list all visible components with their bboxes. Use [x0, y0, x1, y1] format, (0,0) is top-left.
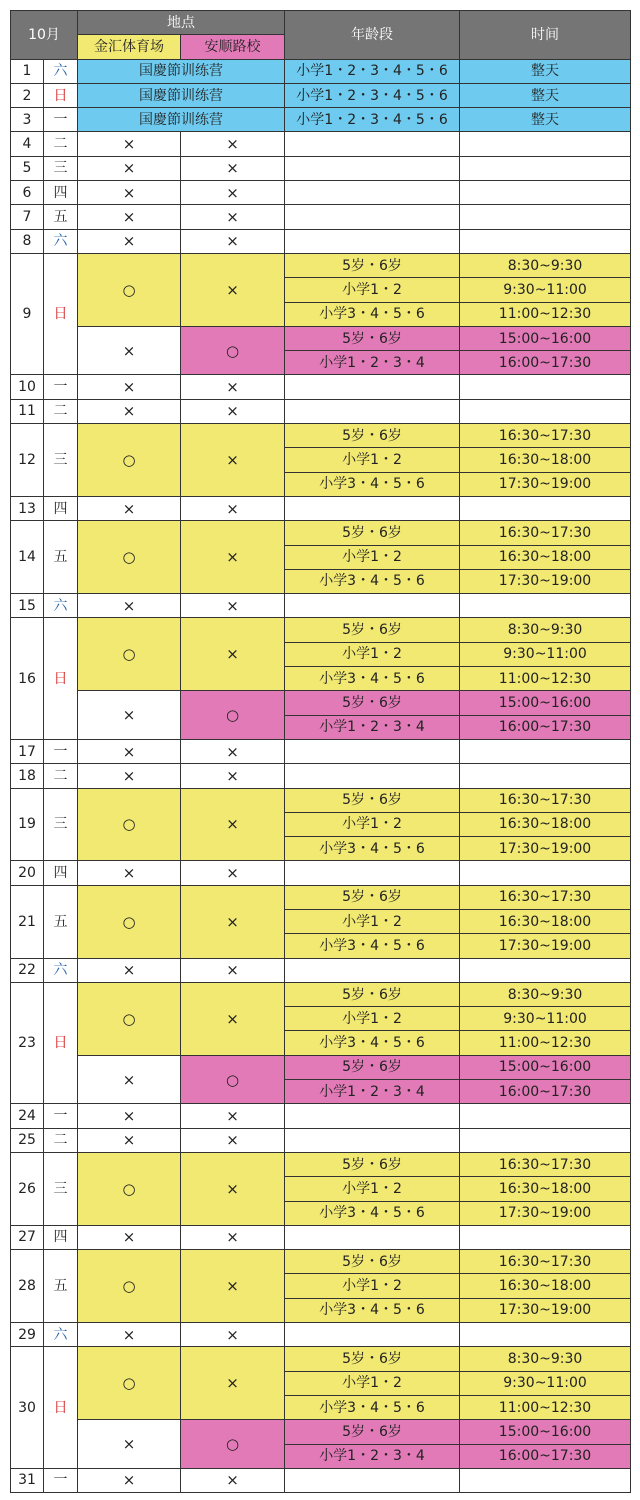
venue-b-status: ×	[181, 375, 285, 399]
day-number: 10	[11, 375, 44, 399]
table-row	[11, 181, 631, 205]
day-number: 4	[11, 132, 44, 156]
venue-b-status: ×	[181, 205, 285, 229]
time-cell	[460, 375, 631, 399]
venue-a-status: ○	[78, 424, 181, 497]
table-row	[11, 982, 631, 1006]
day-number: 19	[11, 788, 44, 861]
age-cell	[285, 132, 460, 156]
time-cell: 11:00~12:30	[460, 1395, 631, 1419]
time-cell: 整天	[460, 59, 631, 83]
time-cell: 16:30~17:30	[460, 788, 631, 812]
age-cell: 小学3・4・5・6	[285, 667, 460, 691]
day-number: 27	[11, 1225, 44, 1249]
table-row	[11, 399, 631, 423]
time-cell: 17:30~19:00	[460, 1201, 631, 1225]
age-cell: 小学1・2	[285, 448, 460, 472]
time-cell	[460, 1225, 631, 1249]
day-number: 31	[11, 1468, 44, 1492]
age-cell	[285, 181, 460, 205]
age-cell: 小学1・2・3・4	[285, 715, 460, 739]
venue-a-status: ○	[78, 885, 181, 958]
venue-a-status: ×	[78, 764, 181, 788]
age-cell: 小学1・2	[285, 909, 460, 933]
venue-b-status: ×	[181, 181, 285, 205]
venue-b-status: ×	[181, 132, 285, 156]
venue-a-status: ×	[78, 229, 181, 253]
age-cell: 5岁・6岁	[285, 424, 460, 448]
age-cell: 5岁・6岁	[285, 1055, 460, 1079]
age-cell: 5岁・6岁	[285, 691, 460, 715]
venue-a-status: ×	[78, 496, 181, 520]
venue-b-status: ×	[181, 1225, 285, 1249]
age-cell: 5岁・6岁	[285, 521, 460, 545]
time-cell: 15:00~16:00	[460, 326, 631, 350]
time-cell: 16:30~18:00	[460, 1177, 631, 1201]
weekday: 四	[44, 181, 78, 205]
venue-a-status: ×	[78, 861, 181, 885]
table-row	[11, 521, 631, 545]
weekday: 三	[44, 788, 78, 861]
age-cell: 小学3・4・5・6	[285, 1031, 460, 1055]
age-cell: 5岁・6岁	[285, 326, 460, 350]
table-row	[11, 156, 631, 180]
time-cell	[460, 1104, 631, 1128]
schedule-body	[11, 59, 631, 1493]
day-number: 30	[11, 1347, 44, 1468]
age-cell	[285, 861, 460, 885]
weekday: 五	[44, 885, 78, 958]
weekday: 六	[44, 594, 78, 618]
weekday: 二	[44, 132, 78, 156]
table-row	[11, 1128, 631, 1152]
venue-b-status: ×	[181, 739, 285, 763]
time-cell: 17:30~19:00	[460, 934, 631, 958]
time-cell: 16:30~18:00	[460, 909, 631, 933]
age-cell: 小学1・2・3・4	[285, 351, 460, 375]
weekday: 五	[44, 205, 78, 229]
age-cell: 小学1・2・3・4・5・6	[285, 108, 460, 132]
day-number: 20	[11, 861, 44, 885]
venue-b-header: 安顺路校	[181, 35, 285, 59]
weekday: 六	[44, 1323, 78, 1347]
venue-b-status: ×	[181, 594, 285, 618]
age-cell	[285, 375, 460, 399]
venue-b-status: ○	[181, 691, 285, 740]
age-cell	[285, 496, 460, 520]
age-header: 年龄段	[285, 11, 460, 60]
age-cell: 小学1・2・3・4・5・6	[285, 83, 460, 107]
weekday: 一	[44, 108, 78, 132]
time-cell: 9:30~11:00	[460, 642, 631, 666]
age-cell: 小学3・4・5・6	[285, 302, 460, 326]
day-number: 12	[11, 424, 44, 497]
venue-b-status: ×	[181, 1250, 285, 1323]
time-cell	[460, 399, 631, 423]
day-number: 11	[11, 399, 44, 423]
time-cell	[460, 205, 631, 229]
time-cell: 9:30~11:00	[460, 278, 631, 302]
time-cell: 8:30~9:30	[460, 618, 631, 642]
time-cell: 整天	[460, 108, 631, 132]
age-cell: 5岁・6岁	[285, 1250, 460, 1274]
age-cell: 5岁・6岁	[285, 253, 460, 277]
time-cell: 11:00~12:30	[460, 302, 631, 326]
day-number: 5	[11, 156, 44, 180]
camp-cell: 国慶節训练营	[78, 83, 285, 107]
age-cell: 5岁・6岁	[285, 1347, 460, 1371]
time-cell	[460, 156, 631, 180]
time-cell: 11:00~12:30	[460, 667, 631, 691]
venue-b-status: ×	[181, 496, 285, 520]
table-row	[11, 83, 631, 107]
time-cell	[460, 958, 631, 982]
time-cell: 整天	[460, 83, 631, 107]
header-row	[11, 11, 631, 35]
age-cell: 小学3・4・5・6	[285, 1201, 460, 1225]
age-cell: 5岁・6岁	[285, 788, 460, 812]
day-number: 1	[11, 59, 44, 83]
day-number: 17	[11, 739, 44, 763]
table-row	[11, 885, 631, 909]
time-cell: 17:30~19:00	[460, 837, 631, 861]
time-cell: 16:00~17:30	[460, 1080, 631, 1104]
table-row	[11, 958, 631, 982]
weekday: 一	[44, 739, 78, 763]
age-cell: 小学1・2	[285, 1177, 460, 1201]
venue-b-status: ×	[181, 229, 285, 253]
table-row	[11, 108, 631, 132]
day-number: 23	[11, 982, 44, 1103]
time-cell	[460, 181, 631, 205]
venue-a-status: ×	[78, 156, 181, 180]
age-cell	[285, 739, 460, 763]
table-row	[11, 1055, 631, 1079]
venue-b-status: ×	[181, 424, 285, 497]
table-row	[11, 1468, 631, 1492]
table-row	[11, 739, 631, 763]
venue-a-status: ○	[78, 618, 181, 691]
venue-a-header: 金汇体育场	[78, 35, 181, 59]
table-row	[11, 1347, 631, 1371]
venue-a-status: ○	[78, 1152, 181, 1225]
age-cell: 5岁・6岁	[285, 885, 460, 909]
weekday: 二	[44, 399, 78, 423]
time-cell: 16:00~17:30	[460, 1444, 631, 1468]
day-number: 24	[11, 1104, 44, 1128]
venue-b-status: ×	[181, 885, 285, 958]
table-row	[11, 424, 631, 448]
time-cell: 15:00~16:00	[460, 691, 631, 715]
table-row	[11, 594, 631, 618]
venue-a-status: ×	[78, 1323, 181, 1347]
venue-b-status: ×	[181, 1128, 285, 1152]
age-cell: 小学3・4・5・6	[285, 472, 460, 496]
day-number: 18	[11, 764, 44, 788]
venue-b-status: ×	[181, 1152, 285, 1225]
age-cell	[285, 1104, 460, 1128]
table-row	[11, 205, 631, 229]
camp-cell: 国慶節训练营	[78, 108, 285, 132]
time-cell: 16:30~18:00	[460, 448, 631, 472]
age-cell	[285, 1225, 460, 1249]
time-cell: 16:30~17:30	[460, 1152, 631, 1176]
venue-a-status: ×	[78, 958, 181, 982]
time-cell: 16:30~17:30	[460, 885, 631, 909]
location-header: 地点	[78, 11, 285, 35]
schedule-table	[10, 10, 631, 1493]
venue-a-status: ×	[78, 739, 181, 763]
weekday: 二	[44, 764, 78, 788]
venue-b-status: ×	[181, 618, 285, 691]
weekday: 三	[44, 156, 78, 180]
venue-a-status: ○	[78, 788, 181, 861]
venue-a-status: ×	[78, 375, 181, 399]
time-cell: 17:30~19:00	[460, 569, 631, 593]
age-cell: 小学1・2	[285, 812, 460, 836]
venue-b-status: ×	[181, 861, 285, 885]
venue-b-status: ×	[181, 1104, 285, 1128]
age-cell: 小学3・4・5・6	[285, 1298, 460, 1322]
table-row	[11, 1323, 631, 1347]
venue-b-status: ○	[181, 1055, 285, 1104]
venue-a-status: ○	[78, 982, 181, 1055]
table-row	[11, 1225, 631, 1249]
time-cell	[460, 132, 631, 156]
venue-a-status: ×	[78, 205, 181, 229]
age-cell	[285, 1128, 460, 1152]
venue-a-status: ×	[78, 1468, 181, 1492]
venue-b-status: ○	[181, 326, 285, 375]
age-cell	[285, 764, 460, 788]
table-row	[11, 691, 631, 715]
weekday: 四	[44, 496, 78, 520]
table-row	[11, 1152, 631, 1176]
time-cell: 15:00~16:00	[460, 1055, 631, 1079]
weekday: 三	[44, 1152, 78, 1225]
venue-a-status: ×	[78, 1225, 181, 1249]
schedule-header	[11, 11, 631, 60]
time-cell: 16:30~17:30	[460, 521, 631, 545]
weekday: 日	[44, 1347, 78, 1468]
age-cell: 小学3・4・5・6	[285, 569, 460, 593]
age-cell: 小学1・2	[285, 1371, 460, 1395]
age-cell: 小学1・2	[285, 642, 460, 666]
time-header: 时间	[460, 11, 631, 60]
time-cell: 9:30~11:00	[460, 1007, 631, 1031]
age-cell: 小学3・4・5・6	[285, 934, 460, 958]
time-cell	[460, 1128, 631, 1152]
time-cell: 16:00~17:30	[460, 351, 631, 375]
venue-b-status: ×	[181, 788, 285, 861]
age-cell	[285, 399, 460, 423]
venue-a-status: ×	[78, 181, 181, 205]
day-number: 25	[11, 1128, 44, 1152]
table-row	[11, 496, 631, 520]
weekday: 六	[44, 229, 78, 253]
venue-b-status: ×	[181, 982, 285, 1055]
age-cell: 小学1・2・3・4・5・6	[285, 59, 460, 83]
venue-b-status: ×	[181, 1347, 285, 1420]
time-cell	[460, 739, 631, 763]
venue-a-status: ×	[78, 1128, 181, 1152]
table-row	[11, 764, 631, 788]
time-cell: 17:30~19:00	[460, 1298, 631, 1322]
age-cell: 5岁・6岁	[285, 982, 460, 1006]
weekday: 日	[44, 253, 78, 374]
age-cell: 小学1・2・3・4	[285, 1444, 460, 1468]
day-number: 8	[11, 229, 44, 253]
weekday: 一	[44, 375, 78, 399]
table-row	[11, 132, 631, 156]
age-cell: 5岁・6岁	[285, 1420, 460, 1444]
venue-a-status: ○	[78, 1347, 181, 1420]
weekday: 日	[44, 618, 78, 739]
day-number: 28	[11, 1250, 44, 1323]
age-cell: 小学1・2	[285, 545, 460, 569]
age-cell	[285, 156, 460, 180]
day-number: 6	[11, 181, 44, 205]
weekday: 六	[44, 59, 78, 83]
table-row	[11, 229, 631, 253]
venue-a-status: ○	[78, 253, 181, 326]
venue-b-status: ×	[181, 1468, 285, 1492]
time-cell: 15:00~16:00	[460, 1420, 631, 1444]
age-cell	[285, 594, 460, 618]
venue-a-status: ×	[78, 1055, 181, 1104]
table-row	[11, 1104, 631, 1128]
day-number: 21	[11, 885, 44, 958]
venue-b-status: ○	[181, 1420, 285, 1469]
weekday: 日	[44, 83, 78, 107]
camp-cell: 国慶節训练营	[78, 59, 285, 83]
weekday: 日	[44, 982, 78, 1103]
age-cell: 小学1・2	[285, 1274, 460, 1298]
time-cell: 11:00~12:30	[460, 1031, 631, 1055]
month-header: 10月	[11, 11, 78, 60]
time-cell	[460, 229, 631, 253]
time-cell: 9:30~11:00	[460, 1371, 631, 1395]
age-cell	[285, 958, 460, 982]
age-cell: 5岁・6岁	[285, 618, 460, 642]
weekday: 一	[44, 1468, 78, 1492]
venue-b-status: ×	[181, 764, 285, 788]
time-cell: 16:30~18:00	[460, 545, 631, 569]
venue-b-status: ×	[181, 253, 285, 326]
table-row	[11, 375, 631, 399]
weekday: 五	[44, 521, 78, 594]
day-number: 13	[11, 496, 44, 520]
time-cell: 16:30~18:00	[460, 1274, 631, 1298]
time-cell: 8:30~9:30	[460, 982, 631, 1006]
age-cell	[285, 229, 460, 253]
weekday: 六	[44, 958, 78, 982]
day-number: 26	[11, 1152, 44, 1225]
venue-a-status: ×	[78, 132, 181, 156]
table-row	[11, 1420, 631, 1444]
age-cell: 小学1・2	[285, 278, 460, 302]
time-cell: 17:30~19:00	[460, 472, 631, 496]
weekday: 一	[44, 1104, 78, 1128]
venue-a-status: ×	[78, 691, 181, 740]
weekday: 五	[44, 1250, 78, 1323]
day-number: 2	[11, 83, 44, 107]
weekday: 三	[44, 424, 78, 497]
weekday: 四	[44, 861, 78, 885]
table-row	[11, 861, 631, 885]
time-cell: 16:30~17:30	[460, 1250, 631, 1274]
venue-b-status: ×	[181, 399, 285, 423]
time-cell	[460, 594, 631, 618]
venue-b-status: ×	[181, 958, 285, 982]
age-cell	[285, 1323, 460, 1347]
weekday: 二	[44, 1128, 78, 1152]
age-cell: 小学1・2	[285, 1007, 460, 1031]
table-row	[11, 788, 631, 812]
table-row	[11, 59, 631, 83]
day-number: 15	[11, 594, 44, 618]
age-cell: 小学3・4・5・6	[285, 1395, 460, 1419]
venue-b-status: ×	[181, 521, 285, 594]
day-number: 3	[11, 108, 44, 132]
venue-b-status: ×	[181, 1323, 285, 1347]
time-cell: 8:30~9:30	[460, 1347, 631, 1371]
age-cell: 5岁・6岁	[285, 1152, 460, 1176]
venue-a-status: ○	[78, 1250, 181, 1323]
day-number: 29	[11, 1323, 44, 1347]
day-number: 16	[11, 618, 44, 739]
time-cell	[460, 1323, 631, 1347]
table-row	[11, 618, 631, 642]
table-row	[11, 326, 631, 350]
time-cell: 8:30~9:30	[460, 253, 631, 277]
time-cell	[460, 861, 631, 885]
venue-a-status: ×	[78, 1420, 181, 1469]
day-number: 22	[11, 958, 44, 982]
venue-a-status: ○	[78, 521, 181, 594]
time-cell: 16:00~17:30	[460, 715, 631, 739]
weekday: 四	[44, 1225, 78, 1249]
time-cell	[460, 764, 631, 788]
age-cell: 小学3・4・5・6	[285, 837, 460, 861]
day-number: 14	[11, 521, 44, 594]
venue-a-status: ×	[78, 399, 181, 423]
table-row	[11, 253, 631, 277]
time-cell: 16:30~17:30	[460, 424, 631, 448]
table-row	[11, 1250, 631, 1274]
venue-a-status: ×	[78, 326, 181, 375]
venue-b-status: ×	[181, 156, 285, 180]
venue-a-status: ×	[78, 1104, 181, 1128]
age-cell: 小学1・2・3・4	[285, 1080, 460, 1104]
time-cell	[460, 1468, 631, 1492]
age-cell	[285, 205, 460, 229]
day-number: 7	[11, 205, 44, 229]
age-cell	[285, 1468, 460, 1492]
venue-a-status: ×	[78, 594, 181, 618]
time-cell	[460, 496, 631, 520]
time-cell: 16:30~18:00	[460, 812, 631, 836]
day-number: 9	[11, 253, 44, 374]
